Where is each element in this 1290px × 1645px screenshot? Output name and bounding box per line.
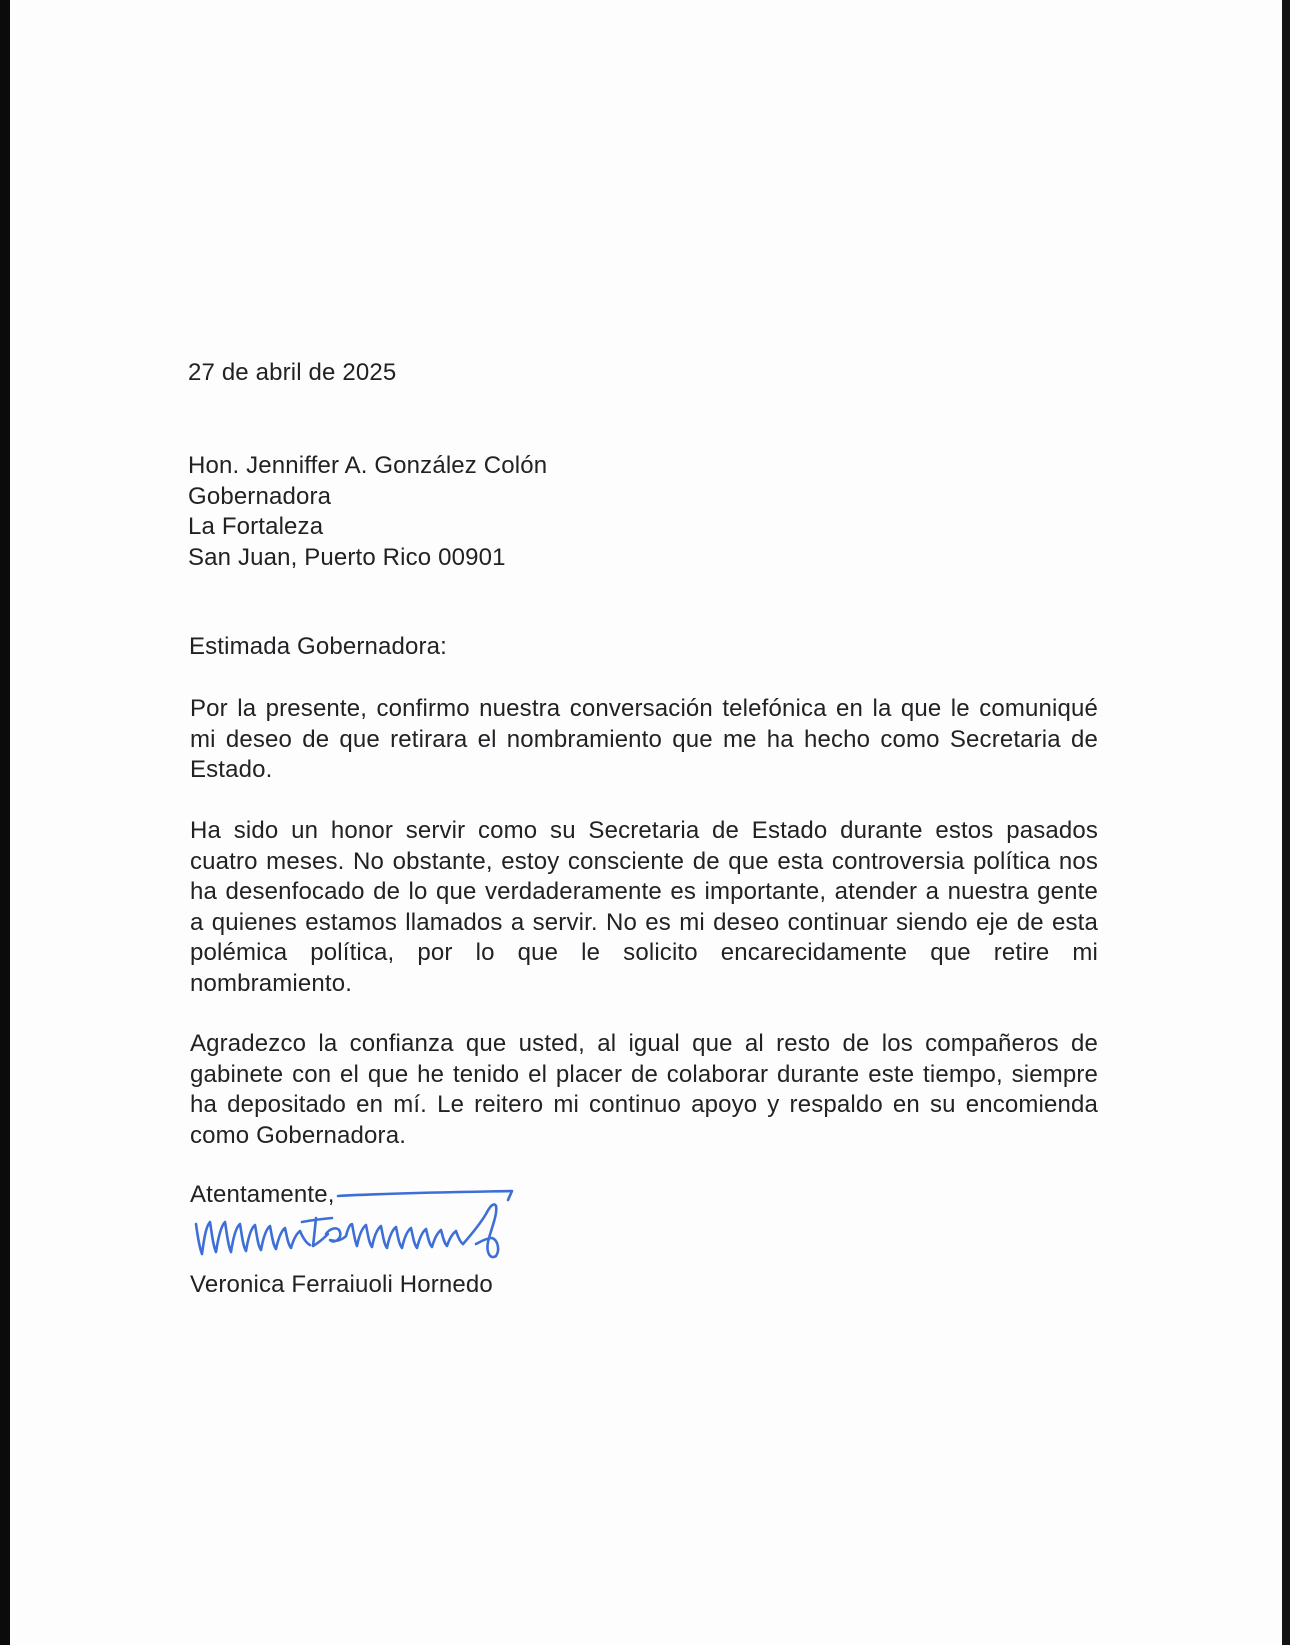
recipient-title: Gobernadora [188,482,332,510]
body-paragraph-1: Por la presente, confirmo nuestra conversación telefónica en la que le comuniqué mi deseo de que retirara el nombramiento que me ha hecho como Secretaria de Estado. [190,695,1098,783]
closing: Atentamente, [190,1181,335,1208]
body-paragraph-3: Agradezco la confianza que usted, al igual que al resto de los compañeros de gabinete con el que he tenido el placer de colaborar durante este tiempo, siempre ha depositado en mí. Le reitero mi continuo apoyo y respaldo en su encomienda como Gobernadora. [190,1030,1098,1149]
page-edge [1282,0,1290,1645]
recipient-address [188,451,788,573]
handwritten-signature [190,1184,550,1264]
salutation: Estimada Gobernadora: [189,633,447,660]
recipient-office: La Fortaleza [188,513,324,540]
body-paragraph-2: Ha sido un honor servir como su Secretaria de Estado durante estos pasados cuatro meses. No obstante, estoy consciente de que esta controversia política nos ha desenfocado de lo que verdaderamente es importante, atender a nuestra gente a quienes estamos llamados a servir. No es mi deseo continuar siendo eje de esta polémica política, por lo que le solicito encarecidamente que retire mi nombramiento. [190,817,1098,997]
recipient-city: San Juan, Puerto Rico 00901 [188,543,506,571]
signer-name: Veronica Ferraiuoli Hornedo [190,1271,493,1298]
recipient-name: Hon. Jenniffer A. González Colón [188,452,548,479]
letter-date: 27 de abril de 2025 [188,359,397,386]
letter-page [10,0,1282,1645]
